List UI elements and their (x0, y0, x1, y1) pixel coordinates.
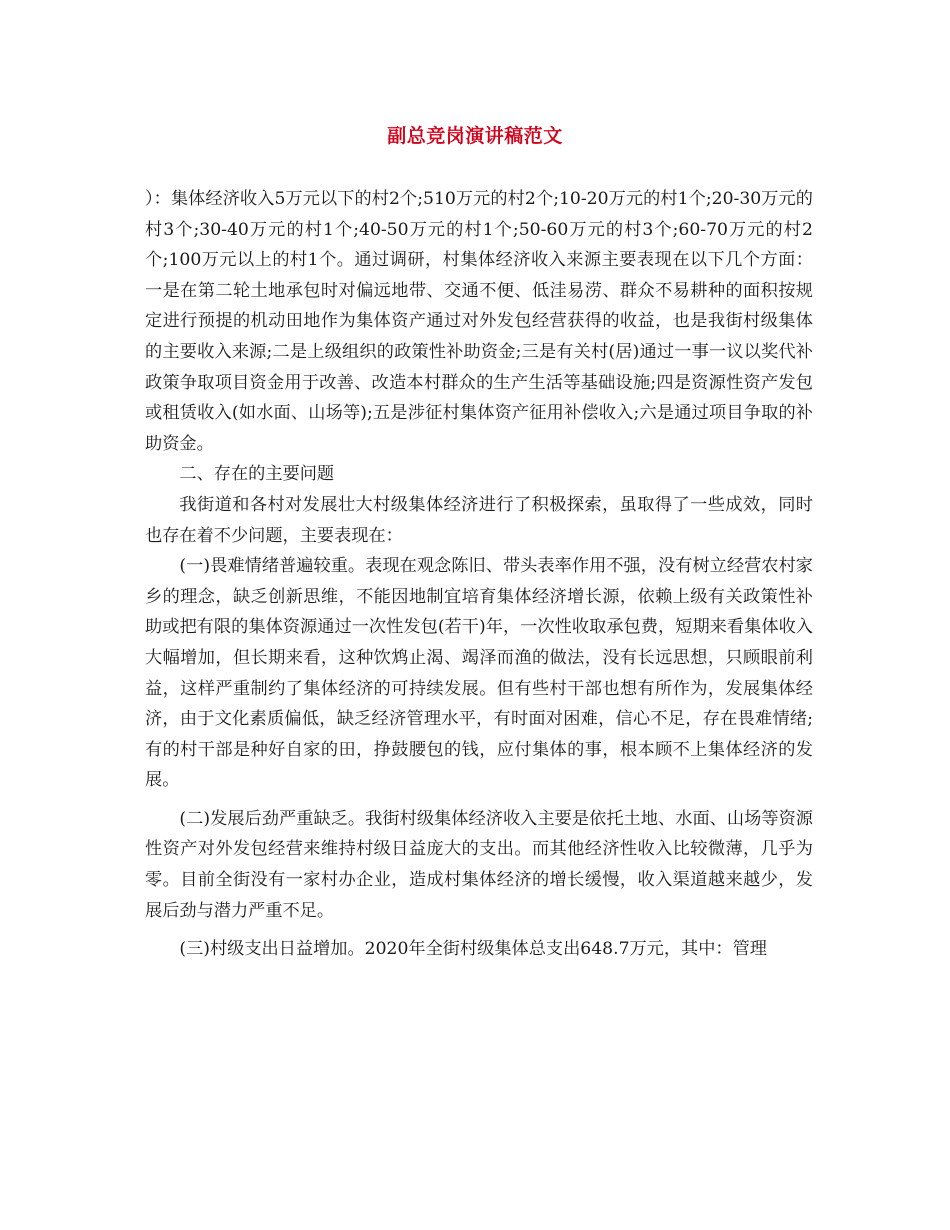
paragraph-3: (一)畏难情绪普遍较重。表现在观念陈旧、带头表率作用不强，没有树立经营农村家乡的理念，缺乏创新思维，不能因地制宜培育集体经济增长源，依赖上级有关政策性补助或把有限的集体资源通过一次性发包(若干)年，一次性收取承包费，短期来看集体收入大幅增加，但长期来看，这种饮鸩止渴、竭泽而渔的做法，没有长远思想，只顾眼前利益，这样严重制约了集体经济的可持续发展。但有些村干部也想有所作为，发展集体经济，由于文化素质偏低，缺乏经济管理水平，有时面对困难，信心不足，存在畏难情绪;有的村干部是种好自家的田，挣鼓腰包的钱，应付集体的事，根本顾不上集体经济的发展。 (145, 556, 813, 791)
document-body (145, 184, 813, 965)
paragraph-5: (三)村级支出日益增加。2020年全街村级集体总支出648.7万元，其中：管理 (179, 939, 767, 960)
paragraph-2: 我街道和各村对发展壮大村级集体经济进行了积极探索，虽取得了一些成效，同时也存在着不少问题，主要表现在： (145, 494, 813, 546)
paragraph-4: (二)发展后劲严重缺乏。我街村级集体经济收入主要是依托土地、水面、山场等资源性资产对外发包经营来维持村级日益庞大的支出。而其他经济性收入比较微薄，几乎为零。目前全街没有一家村办企业，造成村集体经济的增长缓慢，收入渠道越来越少，发展后劲与潜力严重不足。 (145, 808, 813, 921)
document-title: 副总竞岗演讲稿范文 (387, 125, 563, 147)
paragraph-1: ）：集体经济收入5万元以下的村2个;510万元的村2个;10-20万元的村1个;20-30万元的村3个;30-40万元的村1个;40-50万元的村1个;50-60万元的村3个;60-70万元的村2个;100万元以上的村1个。通过调研，村集体经济收入来源主要表现在以下几个方面：一是在第二轮土地承包时对偏远地带、交通不便、低洼易涝、群众不易耕种的面积按规定进行预提的机动田地作为集体资产通过对外发包经营获得的收益，也是我街村级集体的主要收入来源;二是上级组织的政策性补助资金;三是有关村(居)通过一事一议以奖代补政策争取项目资金用于改善、改造本村群众的生产生活等基础设施;四是资源性资产发包或租赁收入(如水面、山场等);五是涉征村集体资产征用补偿收入;六是通过项目争取的补助资金。 (145, 189, 813, 454)
section-heading-problems: 二、存在的主要问题 (179, 464, 335, 485)
